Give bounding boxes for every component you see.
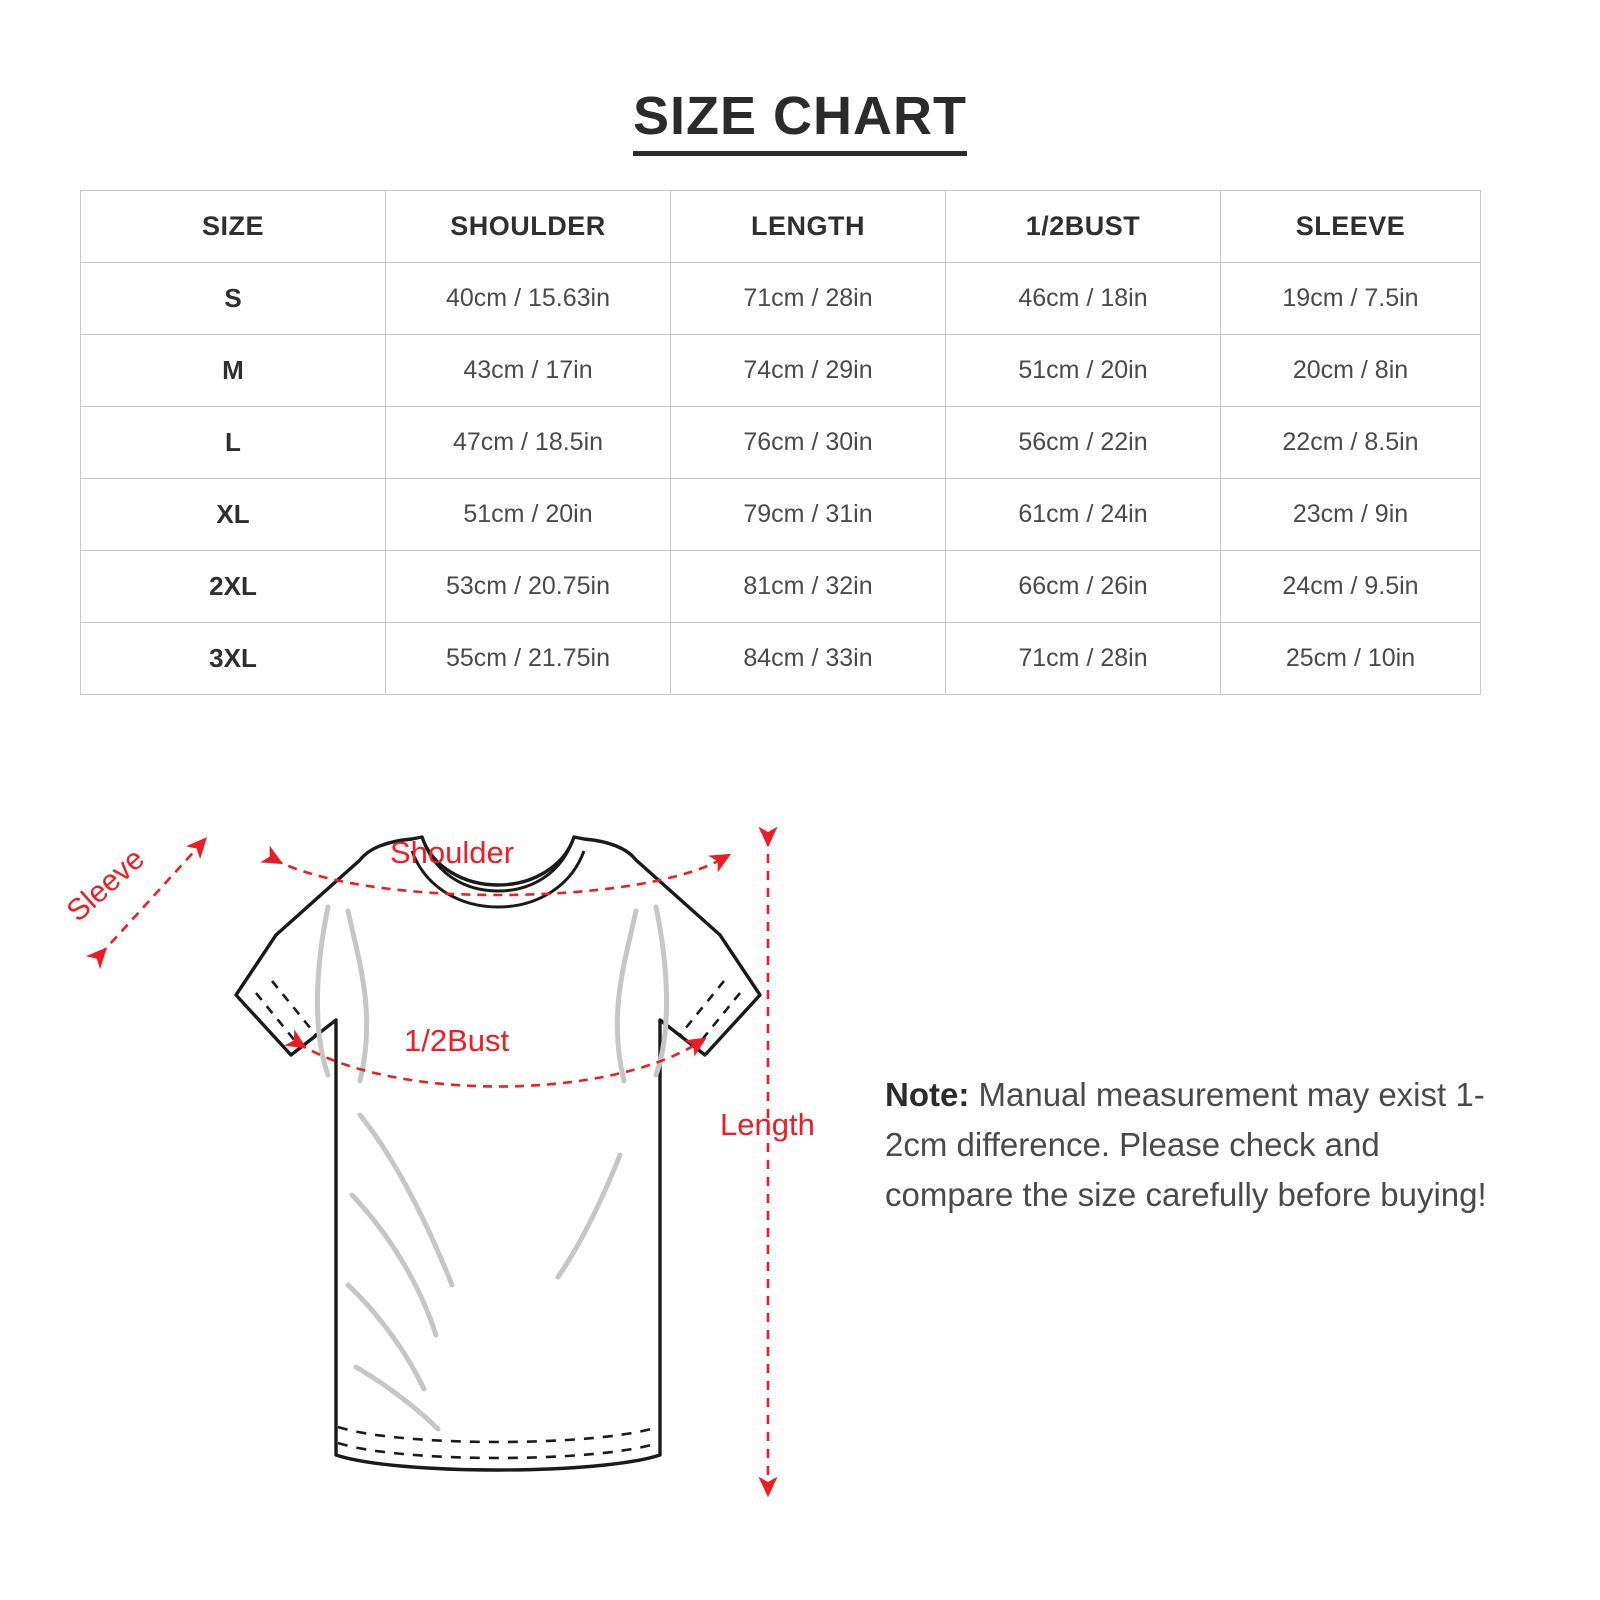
cell-sleeve: 19cm / 7.5in (1221, 263, 1481, 335)
cell-size: XL (81, 479, 386, 551)
cell-size: M (81, 335, 386, 407)
cell-bust: 66cm / 26in (946, 551, 1221, 623)
table-header (81, 191, 1481, 263)
cell-sleeve: 23cm / 9in (1221, 479, 1481, 551)
cell-length: 79cm / 31in (671, 479, 946, 551)
cell-size: 3XL (81, 623, 386, 695)
cell-sleeve: 25cm / 10in (1221, 623, 1481, 695)
cell-length: 76cm / 30in (671, 407, 946, 479)
cell-size: S (81, 263, 386, 335)
cell-shoulder: 43cm / 17in (386, 335, 671, 407)
length-label: Length (720, 1107, 815, 1142)
cell-bust: 51cm / 20in (946, 335, 1221, 407)
table-body (81, 263, 1481, 695)
column-header-size: SIZE (81, 191, 386, 263)
size-chart-table (80, 190, 1481, 695)
cell-length: 71cm / 28in (671, 263, 946, 335)
table-row (81, 263, 1481, 335)
cell-sleeve: 20cm / 8in (1221, 335, 1481, 407)
column-header-sleeve: SLEEVE (1221, 191, 1481, 263)
cell-shoulder: 40cm / 15.63in (386, 263, 671, 335)
cell-bust: 71cm / 28in (946, 623, 1221, 695)
tshirt-outline-icon (236, 837, 760, 1470)
cell-size: 2XL (81, 551, 386, 623)
table-row (81, 335, 1481, 407)
column-header-bust: 1/2BUST (946, 191, 1221, 263)
note-body: Manual measurement may exist 1-2cm difference. Please check and compare the size carefully before buying! (885, 1076, 1487, 1214)
bust-label: 1/2Bust (404, 1023, 510, 1058)
table-row (81, 407, 1481, 479)
cell-bust: 61cm / 24in (946, 479, 1221, 551)
cell-shoulder: 55cm / 21.75in (386, 623, 671, 695)
cell-sleeve: 24cm / 9.5in (1221, 551, 1481, 623)
cell-sleeve: 22cm / 8.5in (1221, 407, 1481, 479)
column-header-length: LENGTH (671, 191, 946, 263)
column-header-shoulder: SHOULDER (386, 191, 671, 263)
note-label: Note: (885, 1076, 970, 1113)
cell-bust: 46cm / 18in (946, 263, 1221, 335)
shoulder-label: Shoulder (390, 835, 515, 870)
table-row (81, 551, 1481, 623)
tshirt-measurement-diagram (60, 815, 860, 1535)
cell-length: 81cm / 32in (671, 551, 946, 623)
cell-shoulder: 47cm / 18.5in (386, 407, 671, 479)
cell-length: 84cm / 33in (671, 623, 946, 695)
note-text (885, 1070, 1505, 1220)
size-chart-table-container (80, 190, 1480, 695)
cell-length: 74cm / 29in (671, 335, 946, 407)
cell-shoulder: 53cm / 20.75in (386, 551, 671, 623)
sleeve-label: Sleeve (60, 842, 151, 929)
table-row (81, 479, 1481, 551)
page-title-container (0, 88, 1600, 156)
cell-bust: 56cm / 22in (946, 407, 1221, 479)
table-header-row (81, 191, 1481, 263)
cell-shoulder: 51cm / 20in (386, 479, 671, 551)
page-title: SIZE CHART (633, 88, 967, 156)
cell-size: L (81, 407, 386, 479)
table-row (81, 623, 1481, 695)
